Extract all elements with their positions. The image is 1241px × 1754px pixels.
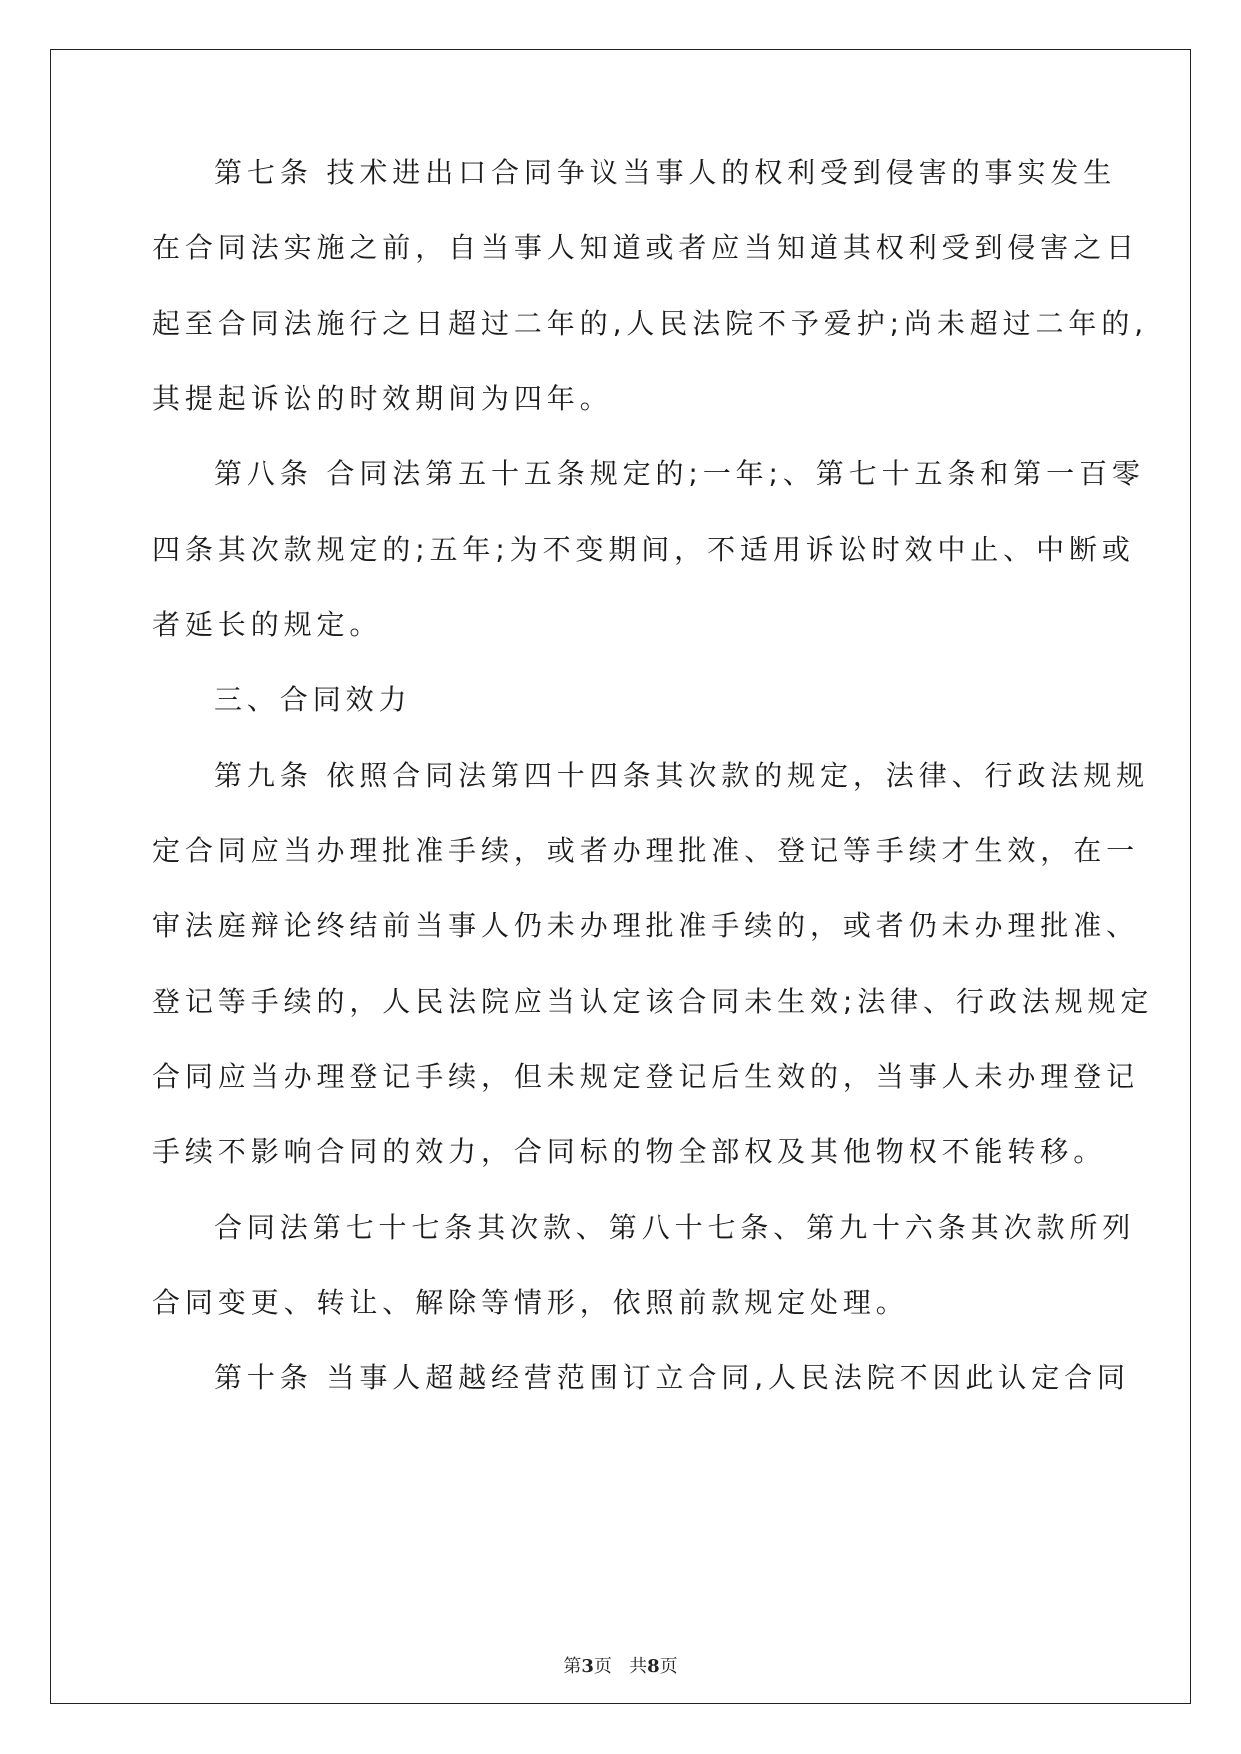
- text-line: 审法庭辩论终结前当事人仍未办理批准手续的，或者仍未办理批准、: [152, 909, 1140, 942]
- current-page-number: 3: [581, 1656, 594, 1677]
- text-line: 者延长的规定。: [152, 608, 383, 641]
- page-footer: [0, 1655, 1241, 1679]
- text-line: 在合同法实施之前，自当事人知道或者应当知道其权利受到侵害之日: [152, 231, 1140, 264]
- text-line: 四条其次款规定的;五年;为不变期间，不适用诉讼时效中止、中断或: [152, 533, 1135, 566]
- text-line: 第十条 当事人超越经营范围订立合同,人民法院不因此认定合同: [214, 1361, 1130, 1394]
- text-line: 合同变更、转让、解除等情形，依照前款规定处理。: [152, 1286, 909, 1319]
- page-prefix: 第: [563, 1656, 582, 1677]
- text-line: 定合同应当办理批准手续，或者办理批准、登记等手续才生效，在一: [152, 834, 1140, 867]
- total-prefix: 共: [629, 1656, 648, 1677]
- text-line: 合同应当办理登记手续，但未规定登记后生效的，当事人未办理登记: [152, 1060, 1140, 1093]
- text-line: 第七条 技术进出口合同争议当事人的权利受到侵害的事实发生: [214, 156, 1117, 189]
- text-line: 登记等手续的，人民法院应当认定该合同未生效;法律、行政法规规定: [152, 985, 1154, 1018]
- page-border: [50, 49, 1191, 1704]
- text-line: 起至合同法施行之日超过二年的,人民法院不予爱护;尚未超过二年的,: [152, 307, 1149, 340]
- text-line: 第九条 依照合同法第四十四条其次款的规定，法律、行政法规规: [214, 759, 1150, 792]
- text-line: 第八条 合同法第五十五条规定的;一年;、第七十五条和第一百零: [214, 457, 1145, 490]
- text-line: 手续不影响合同的效力，合同标的物全部权及其他物权不能转移。: [152, 1135, 1107, 1168]
- text-line: 合同法第七十七条其次款、第八十七条、第九十六条其次款所列: [214, 1211, 1136, 1244]
- total-pages-number: 8: [647, 1656, 660, 1677]
- page-suffix: 页: [593, 1656, 612, 1677]
- total-suffix: 页: [659, 1656, 678, 1677]
- text-line: 其提起诉讼的时效期间为四年。: [152, 382, 613, 415]
- section-heading: 三、合同效力: [214, 683, 412, 716]
